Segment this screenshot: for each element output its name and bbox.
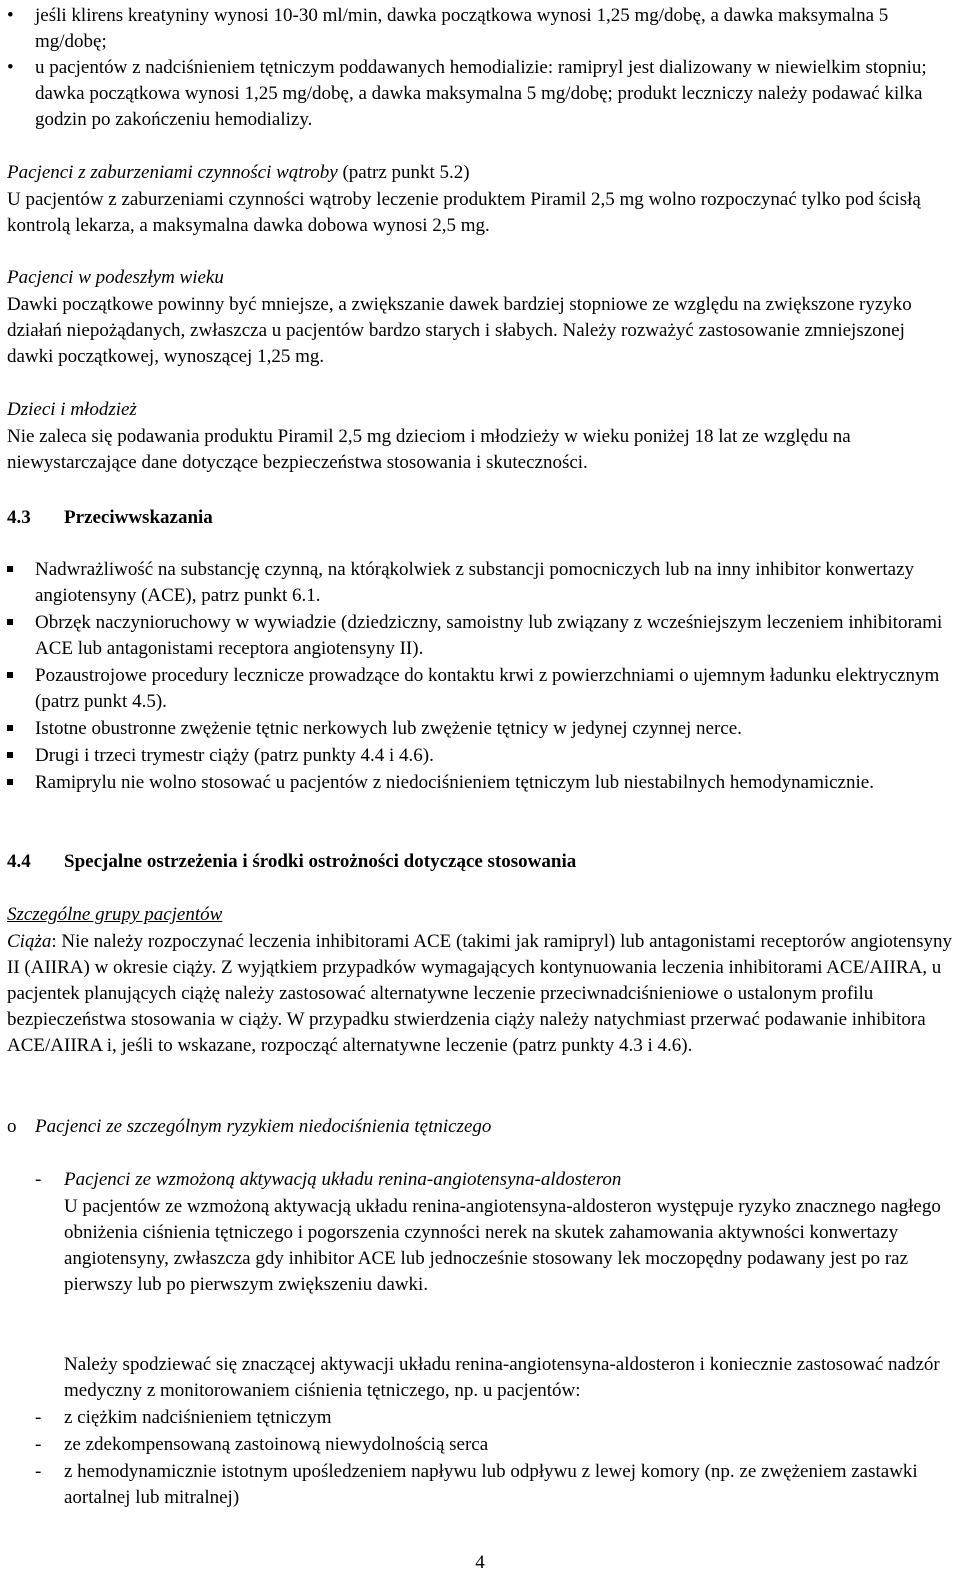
section-title: Specjalne ostrzeżenia i środki ostrożności dotyczące stosowania: [64, 851, 577, 872]
pregnancy-label: Ciąża: [7, 931, 52, 952]
square-bullet-icon: [7, 752, 13, 758]
dash-bullet-icon: -: [35, 1407, 42, 1428]
square-bullet-icon: [7, 779, 13, 785]
bullet-icon: •: [7, 57, 14, 78]
square-bullet-icon: [7, 672, 13, 678]
page-number: 4: [475, 1552, 485, 1573]
elderly-body: Dawki początkowe powinny być mniejsze, a zwiększanie dawek bardziej stopniowe ze względu na zwiększone ryzyko działań niepożądanych, zwłaszcza u pacjentów bardzo starych i słabych. Należy rozważyć zastosowanie zmniejszonej dawki początkowej, wynoszącej 1,25 mg.: [7, 294, 912, 367]
list-item-text: Obrzęk naczynioruchowy w wywiadzie (dziedziczny, samoistny lub związany z wcześniejszym leczeniem inhibitorami ACE lub antagonistami receptora angiotensyny II).: [35, 612, 943, 659]
hypotension-heading: Pacjenci ze szczególnym ryzykiem niedociśnienia tętniczego: [35, 1116, 492, 1137]
monitoring-item: z ciężkim nadciśnieniem tętniczym: [64, 1407, 332, 1428]
list-item-text: u pacjentów z nadciśnieniem tętniczym poddawanych hemodializie: ramipryl jest dializowany w niewielkim stopniu; dawka początkowa wynosi 1,25 mg/dobę, a dawka maksymalna 5 mg/dobę; produkt leczniczy należy podawać kilka godzin po zakończeniu hemodializy.: [35, 57, 927, 130]
list-item-text: Nadwrażliwość na substancję czynną, na którąkolwiek z substancji pomocniczych lub na inny inhibitor konwertazy angiotensyny (ACE), patrz punkt 6.1.: [35, 559, 915, 606]
children-body: Nie zaleca się podawania produktu Piramil 2,5 mg dzieciom i młodzieży w wieku poniżej 18 lat ze względu na niewystarczające dane dotyczące bezpieczeństwa stosowania i skuteczności.: [7, 426, 851, 473]
liver-body: U pacjentów z zaburzeniami czynności wątroby leczenie produktem Piramil 2,5 mg wolno rozpoczynać tylko pod ścisłą kontrolą lekarza, a maksymalna dawka dobowa wynosi 2,5 mg.: [7, 189, 921, 236]
pregnancy-text: : Nie należy rozpoczynać leczenia inhibitorami ACE (takimi jak ramipryl) lub antagonistami receptorów angiotensyny II (AIIRA) w okresie ciąży. Z wyjątkiem przypadków wymagających kontynuowania leczenia inhibitorami ACE/AIIRA, u pacjentek planujących ciążę należy zastosować alternatywne leczenie przeciwnadciśnieniowe o ustalonym profilu bezpieczeństwa stosowania w ciąży. W przypadku stwierdzenia ciąży należy natychmiast przerwać podawanie inhibitora ACE/AIIRA i, jeśli to wskazane, rozpocząć alternatywne leczenie (patrz punkty 4.3 i 4.6).: [7, 931, 952, 1056]
circle-bullet-icon: o: [7, 1116, 17, 1137]
square-bullet-icon: [7, 566, 13, 572]
square-bullet-icon: [7, 619, 13, 625]
list-item-text: jeśli klirens kreatyniny wynosi 10-30 ml/min, dawka początkowa wynosi 1,25 mg/dobę, a dawka maksymalna 5 mg/dobę;: [35, 5, 889, 52]
section-title: Przeciwwskazania: [64, 507, 213, 528]
list-item-text: Drugi i trzeci trymestr ciąży (patrz punkty 4.4 i 4.6).: [35, 745, 434, 766]
liver-heading: [7, 160, 953, 186]
list-item-text: Ramiprylu nie wolno stosować u pacjentów z niedociśnieniem tętniczym lub niestabilnych hemodynamicznie.: [35, 772, 874, 793]
children-heading: Dzieci i młodzież: [7, 399, 137, 420]
raas-body: U pacjentów ze wzmożoną aktywacją układu renina-angiotensyna-aldosteron występuje ryzyko znacznego nagłego obniżenia ciśnienia tętniczego i pogorszenia czynności nerek na skutek zahamowania aktywności konwertazy angiotensyny, zwłaszcza gdy inhibitor ACE lub jednocześnie stosowany lek moczopędny podawany jest po raz pierwszy lub po pierwszym zwiększeniu dawki.: [64, 1196, 941, 1295]
dash-bullet-icon: -: [35, 1169, 42, 1190]
bullet-icon: •: [7, 5, 14, 26]
section-number: 4.4: [7, 851, 31, 872]
list-item-text: Pozaustrojowe procedury lecznicze prowadzące do kontaktu krwi z powierzchniami o ujemnym ładunku elektrycznym (patrz punkt 4.5).: [35, 665, 940, 712]
monitoring-text: Należy spodziewać się znaczącej aktywacji układu renina-angiotensyna-aldosteron i koniecznie zastosować nadzór medyczny z monitorowaniem ciśnienia tętniczego, np. u pacjentów:: [64, 1354, 940, 1401]
pregnancy-paragraph: [7, 929, 953, 1059]
special-groups-subheading: Szczególne grupy pacjentów: [7, 904, 223, 925]
monitoring-item: z hemodynamicznie istotnym upośledzeniem napływu lub odpływu z lewej komory (np. ze zwężeniem zastawki aortalnej lub mitralnej): [64, 1461, 918, 1508]
raas-heading: Pacjenci ze wzmożoną aktywacją układu renina-angiotensyna-aldosteron: [64, 1169, 622, 1190]
liver-heading-text: Pacjenci z zaburzeniami czynności wątroby: [7, 162, 338, 183]
liver-heading-ref: (patrz punkt 5.2): [337, 162, 470, 183]
square-bullet-icon: [7, 725, 13, 731]
section-number: 4.3: [7, 507, 31, 528]
elderly-heading: Pacjenci w podeszłym wieku: [7, 267, 224, 288]
monitoring-item: ze zdekompensowaną zastoinową niewydolnością serca: [64, 1434, 489, 1455]
dash-bullet-icon: -: [35, 1434, 42, 1455]
dash-bullet-icon: -: [35, 1461, 42, 1482]
list-item-text: Istotne obustronne zwężenie tętnic nerkowych lub zwężenie tętnicy w jedynej czynnej nerce.: [35, 718, 742, 739]
